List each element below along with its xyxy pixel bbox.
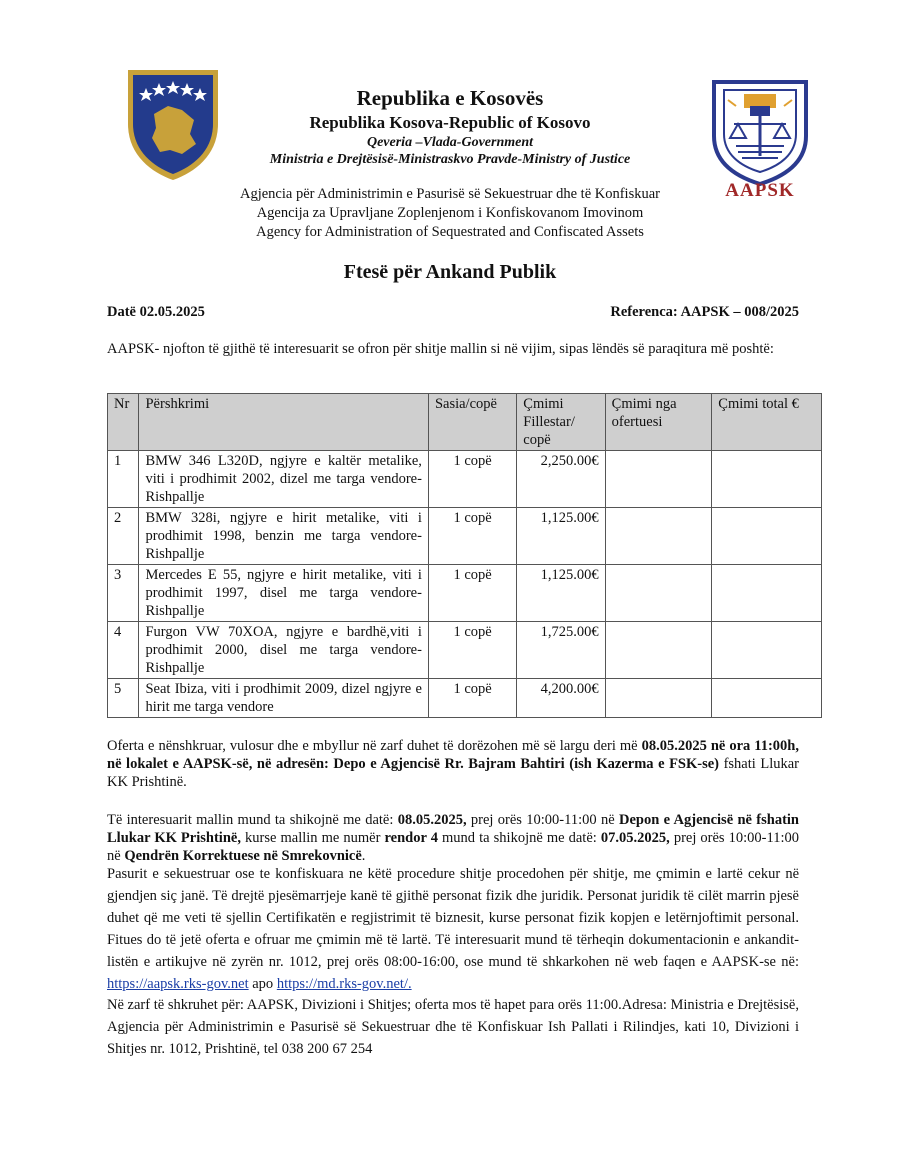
row-start-price: 2,250.00€ — [517, 451, 605, 508]
row-nr: 3 — [108, 565, 139, 622]
viewing-date-1: 08.05.2025, — [397, 812, 467, 828]
table-row — [108, 622, 822, 679]
row-nr: 5 — [108, 679, 139, 718]
header-agency-sq: Agjencia për Administrimin e Pasurisë së Sekuestruar dhe të Konfiskuar — [240, 186, 660, 202]
row-offer-price[interactable] — [605, 451, 712, 508]
address-paragraph: Në zarf të shkruhet për: AAPSK, Divizioni i Shitjes; oferta mos të hapet para orës 11:00.Adresa: Ministria e Drejtësisë, Agjencia për Administrimin e Pasurisë së Sekuestruar dhe të Konfiskuar Ish Pallati i Rilindjes, kati 10, Divizioni i Shitjes nr. 1012, Prishtinë, tel 038 200 67 254 — [107, 997, 799, 1057]
row-nr: 4 — [108, 622, 139, 679]
row-quantity: 1 copë — [428, 451, 516, 508]
document-reference: Referenca: AAPSK – 008/2025 — [610, 304, 799, 320]
row-start-price: 1,725.00€ — [517, 622, 605, 679]
md-website-link[interactable]: https://md.rks-gov.net/. — [276, 976, 412, 992]
aapsk-website-link[interactable]: https://aapsk.rks-gov.net — [107, 976, 249, 992]
row-offer-price[interactable] — [605, 565, 712, 622]
row-quantity: 1 copë — [428, 622, 516, 679]
submission-location: fshati Llukar KK Prishtinë. — [107, 756, 799, 790]
document-title: Ftesë për Ankand Publik — [343, 261, 557, 283]
header-ministry: Ministria e Drejtësisë-Ministraskvo Pravde-Ministry of Justice — [269, 152, 631, 167]
viewing-text: . — [361, 848, 366, 864]
row-total-price[interactable] — [712, 451, 822, 508]
aapsk-logo-text: AAPSK — [725, 180, 795, 201]
viewing-text: mund ta shikojnë me datë: — [437, 830, 601, 846]
header-description: Përshkrimi — [139, 394, 428, 451]
row-nr: 1 — [108, 451, 139, 508]
row-start-price: 1,125.00€ — [517, 565, 605, 622]
viewing-location-2: Qendrën Korrektuese në Smrekovnicë — [124, 848, 362, 864]
header-republic: Republika e Kosovës — [356, 86, 544, 110]
viewing-text: prej orës 10:00-11:00 në — [107, 830, 799, 864]
viewing-text: prej orës 10:00-11:00 në — [466, 812, 619, 828]
viewing-location-1: Depon e Agjencisë në fshatin Llukar KK Prishtinë, — [107, 812, 799, 846]
viewing-date-2: 07.05.2025, — [600, 830, 670, 846]
row-total-price[interactable] — [712, 622, 822, 679]
viewing-text: kurse mallin me numër — [240, 830, 385, 846]
row-start-price: 1,125.00€ — [517, 508, 605, 565]
conditions-text: apo — [248, 976, 277, 992]
row-quantity: 1 copë — [428, 679, 516, 718]
table-header-row — [108, 394, 822, 451]
row-offer-price[interactable] — [605, 679, 712, 718]
header-republic-multi: Republika Kosova-Republic of Kosovo — [309, 113, 591, 132]
submission-text: Oferta e nënshkruar, vulosur dhe e mbyllur në zarf duhet të dorëzohen më së largu deri më — [107, 738, 642, 754]
intro-paragraph: AAPSK- njofton të gjithë të interesuarit se ofron për shitje mallin si në vijim, sipas lëndës së paraqitura më poshtë: — [107, 341, 774, 357]
header-government: Qeveria –Vlada-Government — [366, 135, 534, 150]
viewing-paragraph — [107, 811, 799, 865]
conditions-paragraph — [107, 863, 799, 995]
conditions-text: Pasurit e sekuestruar ose te konfiskuara ne këtë procedure shitje procedohen për shitje, me çmimin e lartë cekur në gjendjen siç janë. Të drejtë pjesëmarrjeje kanë të gjithë personat fizik dhe juridik. Personat juridik të cilët marrin pjesë duhet që me veti të sjellin Certifikatën e regjistrimit të biznesit, kurse personat fizik kopjen e letërnjoftimit personal. Fitues do të jetë oferta e ofruar me çmimin më të lartë. Të interesuarit mund të tërheqin dokumentacionin e ankandit-listën e artikujve në zyrën nr. 1012, prej orës 08:00-16:00, ose mund të shkarkohen në web faqen e AAPSK-se në: — [107, 866, 799, 970]
row-description: BMW 346 L320D, ngjyre e kaltër metalike, viti i prodhimit 2002, dizel me targa vendore-Rishpallje — [139, 451, 428, 508]
submission-deadline: 08.05.2025 në ora 11:00h, në lokalet e AAPSK-së, në adresën: Depo e Agjencisë Rr. Bajram Bahtiri (ish Kazerma e FSK-se) — [107, 738, 799, 772]
table-row — [108, 451, 822, 508]
row-quantity: 1 copë — [428, 565, 516, 622]
row-quantity: 1 copë — [428, 508, 516, 565]
header-total-price: Çmimi total € — [712, 394, 822, 451]
header-agency-sr: Agencija za Upravljane Zoplenjenom i Konfiskovanom Imovinom — [256, 205, 644, 221]
header-agency-en: Agency for Administration of Sequestrated and Confiscated Assets — [256, 224, 644, 240]
row-total-price[interactable] — [712, 508, 822, 565]
row-nr: 2 — [108, 508, 139, 565]
row-description: BMW 328i, ngjyre e hirit metalike, viti i prodhimit 1998, benzin me targa vendore-Rishpallje — [139, 508, 428, 565]
row-description: Mercedes E 55, ngjyre e hirit metalike, viti i prodhimit 1997, disel me targa vendore-Rishpallje — [139, 565, 428, 622]
row-total-price[interactable] — [712, 679, 822, 718]
table-row — [108, 508, 822, 565]
auction-items-table — [107, 393, 822, 718]
table-row — [108, 565, 822, 622]
submission-paragraph — [107, 737, 799, 791]
row-offer-price[interactable] — [605, 622, 712, 679]
header-offer-price: Çmimi nga ofertuesi — [605, 394, 712, 451]
row-description: Furgon VW 70XOA, ngjyre e bardhë,viti i prodhimit 2000, disel me targa vendore-Rishpallje — [139, 622, 428, 679]
row-total-price[interactable] — [712, 565, 822, 622]
document-date: Datë 02.05.2025 — [107, 304, 205, 320]
header-start-price: Çmimi Fillestar/ copë — [517, 394, 605, 451]
viewing-item-number: rendor 4 — [384, 830, 438, 846]
viewing-text: Të interesuarit mallin mund ta shikojnë me datë: — [107, 812, 398, 828]
row-offer-price[interactable] — [605, 508, 712, 565]
table-row — [108, 679, 822, 718]
row-description: Seat Ibiza, viti i prodhimit 2009, dizel ngjyre e hirit me targa vendore — [139, 679, 428, 718]
aapsk-logo-icon — [706, 76, 814, 212]
row-start-price: 4,200.00€ — [517, 679, 605, 718]
header-quantity: Sasia/copë — [428, 394, 516, 451]
header-nr: Nr — [108, 394, 139, 451]
